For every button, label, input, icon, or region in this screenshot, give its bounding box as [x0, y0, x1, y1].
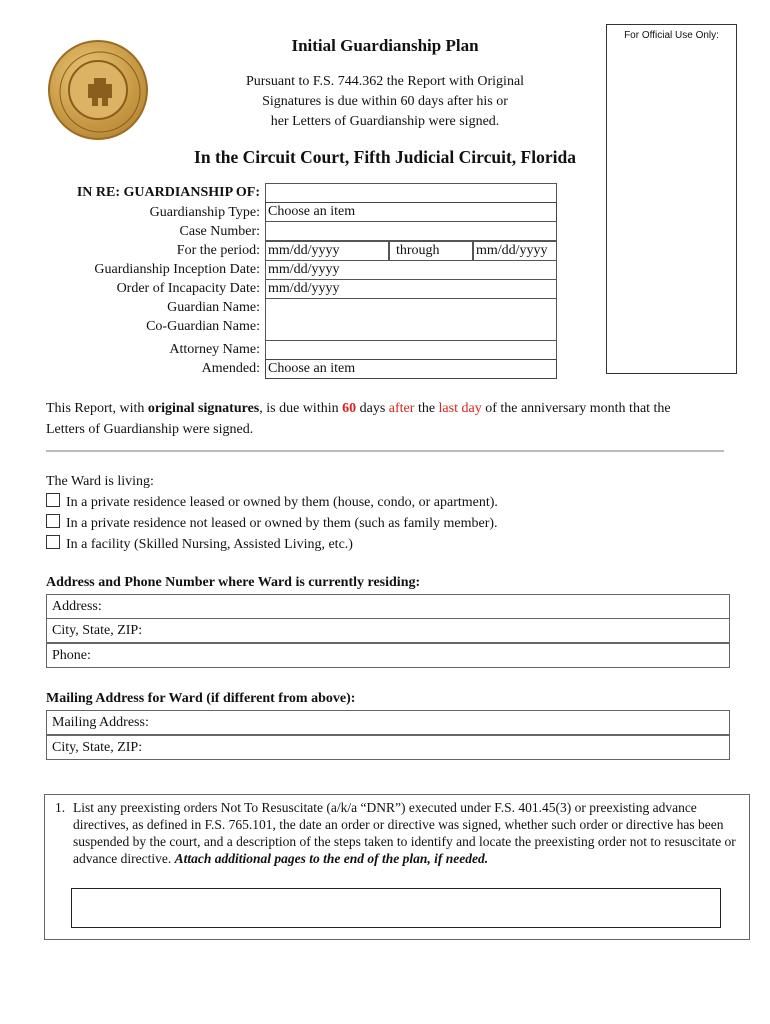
divider [46, 450, 724, 452]
through-label: through [389, 241, 473, 261]
attorney-label: Attorney Name: [169, 342, 260, 357]
inception-date-field[interactable]: mm/dd/yyyy [265, 260, 557, 280]
question-1 [44, 794, 750, 940]
incapacity-date-field[interactable]: mm/dd/yyyy [265, 279, 557, 299]
question-number: 1. [55, 800, 66, 815]
case-number-field[interactable] [265, 221, 557, 241]
amended-label: Amended: [201, 361, 260, 376]
checkbox[interactable] [46, 514, 60, 528]
city-state-zip-field[interactable]: City, State, ZIP: [46, 618, 730, 643]
period-from-field[interactable]: mm/dd/yyyy [265, 241, 389, 261]
living-option: In a private residence not leased or owned by them (such as family member). [46, 513, 498, 534]
coguardian-label: Co-Guardian Name: [146, 319, 260, 334]
seal-ring-icon [50, 42, 150, 142]
mailing-heading: Mailing Address for Ward (if different from above): [46, 691, 356, 706]
official-use-label: For Official Use Only: [624, 30, 719, 41]
question-text: List any preexisting orders Not To Resuscitate (a/k/a “DNR”) executed under F.S. 401.45(3) or preexisting advance directives, as defined in F.S. 765.101, the date an order or directive was signed, whether such order or directive has been suspended by the court, and a description of the steps taken to identify and locate the preexisting order not to resuscitate or advance directive. Attach additional pages to the end of the plan, if needed. [73, 800, 736, 866]
official-use-box [606, 24, 737, 374]
in-re-label: IN RE: GUARDIANSHIP OF: [76, 185, 260, 200]
guardianship-type-select[interactable]: Choose an item [265, 202, 557, 222]
period-to-field[interactable]: mm/dd/yyyy [473, 241, 557, 261]
mailing-address-field[interactable]: Mailing Address: [46, 710, 730, 735]
type-label: Guardianship Type: [149, 205, 260, 220]
incapacity-label: Order of Incapacity Date: [116, 281, 260, 296]
attorney-name-field[interactable] [265, 340, 557, 360]
amended-select[interactable]: Choose an item [265, 359, 557, 379]
question-1-answer-field[interactable] [71, 888, 721, 928]
checkbox[interactable] [46, 535, 60, 549]
court-heading: In the Circuit Court, Fifth Judicial Circuit, Florida [194, 147, 576, 167]
case-label: Case Number: [179, 224, 260, 239]
phone-field[interactable]: Phone: [46, 643, 730, 668]
checkbox[interactable] [46, 493, 60, 507]
court-seal [48, 40, 148, 140]
ward-living-section [46, 471, 498, 555]
address-field[interactable]: Address: [46, 594, 730, 619]
due-paragraph: This Report, with original signatures, is due within 60 days after the last day of the anniversary month that the Letters of Guardianship were signed. [46, 401, 671, 437]
inception-label: Guardianship Inception Date: [94, 262, 260, 277]
period-label: For the period: [176, 243, 260, 258]
guardian-names-field[interactable] [265, 298, 557, 341]
mailing-city-state-zip-field[interactable]: City, State, ZIP: [46, 735, 730, 760]
guardian-label: Guardian Name: [167, 300, 260, 315]
living-option: In a facility (Skilled Nursing, Assisted Living, etc.) [46, 534, 498, 555]
ward-name-field[interactable] [265, 183, 557, 203]
ward-living-heading: The Ward is living: [46, 474, 154, 489]
document-title: Initial Guardianship Plan [291, 36, 479, 55]
living-option: In a private residence leased or owned by them (house, condo, or apartment). [46, 492, 498, 513]
address-heading: Address and Phone Number where Ward is currently residing: [46, 575, 421, 590]
document-subtitle: Pursuant to F.S. 744.362 the Report with Original Signatures is due within 60 days after his or her Letters of Guardianship were signed. [245, 74, 525, 129]
